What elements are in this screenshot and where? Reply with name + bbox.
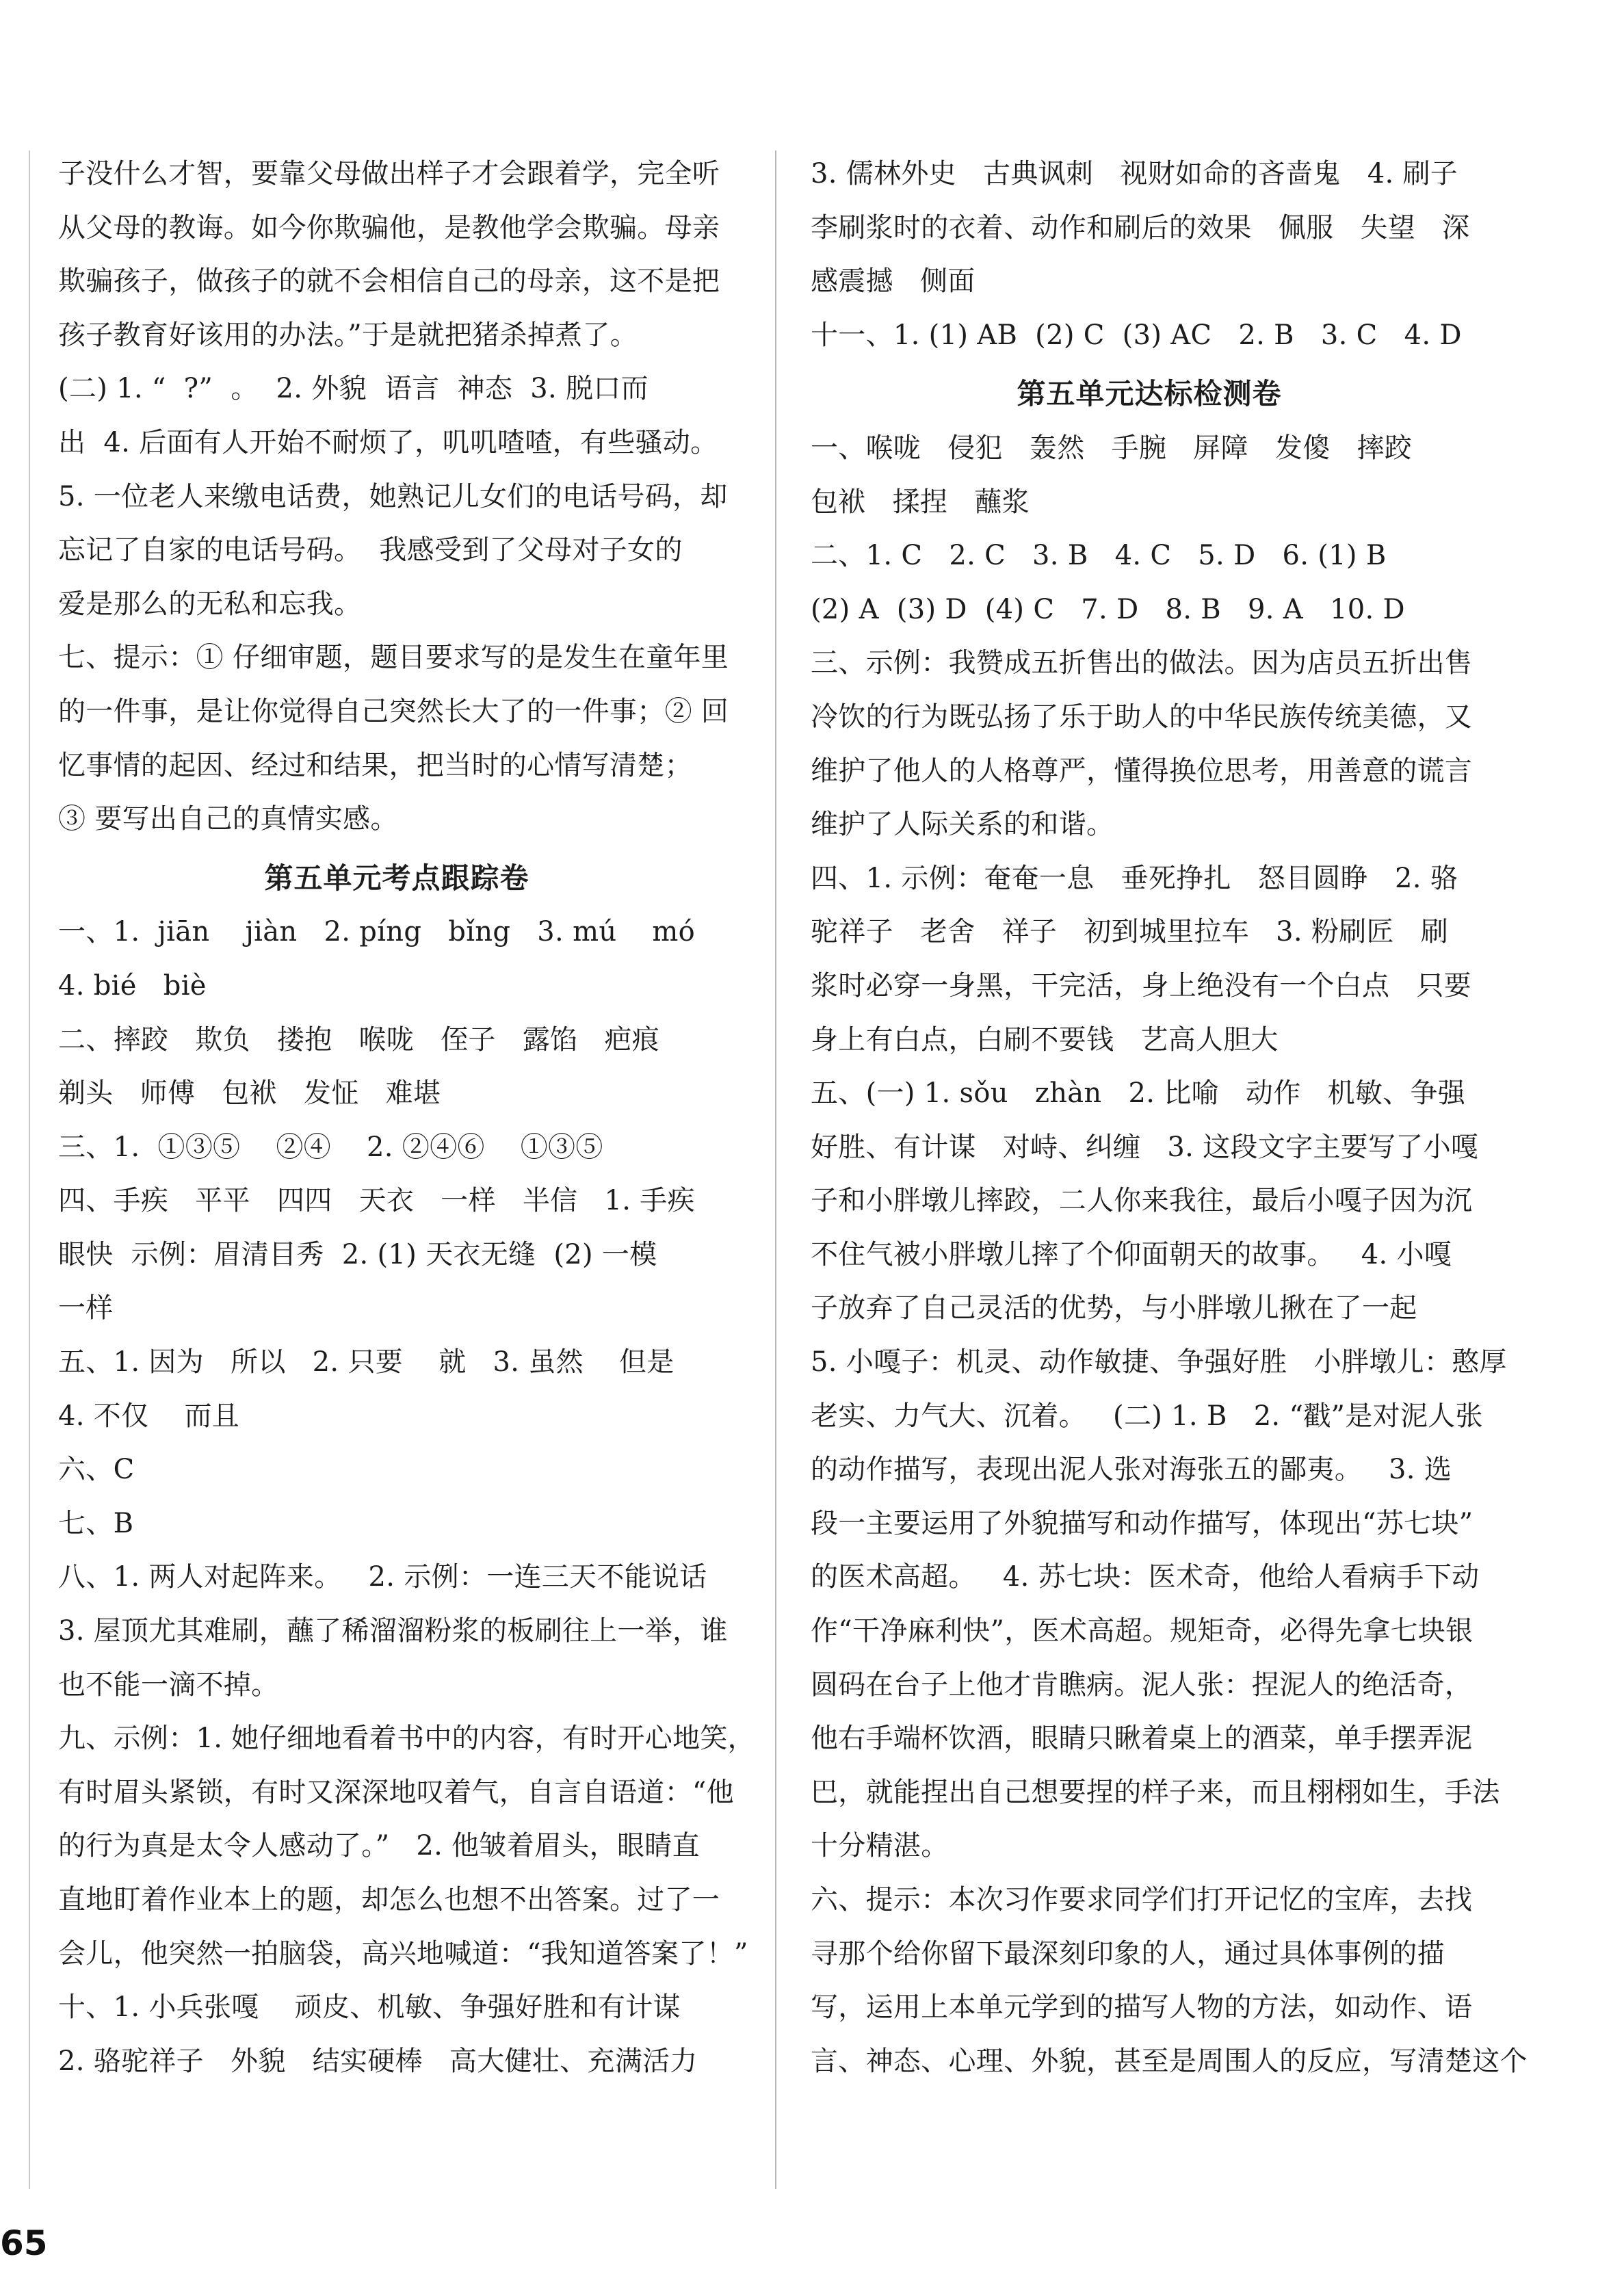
text-line: 的一件事，是让你觉得自己突然长大了的一件事；② 回 bbox=[58, 695, 729, 727]
text-line: 冷饮的行为既弘扬了乐于助人的中华民族传统美德，又 bbox=[811, 701, 1473, 733]
text-line: 老实、力气大、沉着。 (二) 1. B 2. “戳”是对泥人张 bbox=[811, 1400, 1483, 1432]
text-line: 一、1. jiān jiàn 2. píng bǐng 3. mú mó bbox=[58, 916, 696, 948]
text-line: 二、摔跤 欺负 搂抱 喉咙 侄子 露馅 疤痕 bbox=[58, 1023, 660, 1056]
text-line: 5. 一位老人来缴电话费，她熟记儿女们的电话号码，却 bbox=[58, 480, 728, 512]
text-line: 从父母的教诲。如今你欺骗他，是教他学会欺骗。母亲 bbox=[58, 211, 720, 244]
text-line: 三、1. ①③⑤ ②④ 2. ②④⑥ ①③⑤ bbox=[58, 1131, 603, 1163]
text-line: 的行为真是太令人感动了。” 2. 他皱着眉头，眼睛直 bbox=[58, 1830, 700, 1862]
text-line: 寻那个给你留下最深刻印象的人，通过具体事例的描 bbox=[811, 1937, 1445, 1970]
column-divider bbox=[775, 151, 776, 2189]
text-line: 六、C bbox=[58, 1454, 135, 1486]
right-column bbox=[811, 147, 1528, 2088]
text-line: 欺骗孩子，做孩子的就不会相信自己的母亲，这不是把 bbox=[58, 265, 720, 298]
left-column bbox=[58, 147, 755, 2088]
text-line: 的动作描写，表现出泥人张对海张五的鄙夷。 3. 选 bbox=[811, 1454, 1452, 1486]
text-line: 一、喉咙 侵犯 轰然 手腕 屏障 发傻 摔跤 bbox=[811, 432, 1413, 464]
text-line: 一样 bbox=[58, 1292, 114, 1324]
text-line: 维护了人际关系的和谐。 bbox=[811, 809, 1114, 841]
text-line: 八、1. 两人对起阵来。 2. 示例：一连三天不能说话 bbox=[58, 1561, 707, 1593]
text-line: 好胜、有计谋 对峙、纠缠 3. 这段文字主要写了小嘎 bbox=[811, 1131, 1479, 1163]
text-line: 子和小胖墩儿摔跤，二人你来我往，最后小嘎子因为沉 bbox=[811, 1185, 1473, 1217]
text-line: 4. 不仅 而且 bbox=[58, 1400, 240, 1432]
text-line: 的医术高超。 4. 苏七块：医术奇，他给人看病手下动 bbox=[811, 1561, 1480, 1593]
section-title: 第五单元考点跟踪卷 bbox=[264, 861, 529, 895]
text-line: 有时眉头紧锁，有时又深深地叹着气，自言自语道：“他 bbox=[58, 1776, 734, 1808]
text-line: 2. 骆驼祥子 外貌 结实硬棒 高大健壮、充满活力 bbox=[58, 2045, 698, 2077]
text-line: 3. 儒林外史 古典讽刺 视财如命的吝啬鬼 4. 刷子 bbox=[811, 158, 1458, 190]
text-line: 浆时必穿一身黑，干完活，身上绝没有一个白点 只要 bbox=[811, 969, 1471, 1002]
text-line: 剃头 师傅 包袱 发怔 难堪 bbox=[58, 1077, 441, 1110]
text-line: 六、提示：本次习作要求同学们打开记忆的宝库，去找 bbox=[811, 1884, 1473, 1916]
text-line: 巴，就能捏出自己想要捏的样子来，而且栩栩如生，手法 bbox=[811, 1776, 1500, 1808]
text-line: 二、1. C 2. C 3. B 4. C 5. D 6. (1) B bbox=[811, 540, 1387, 572]
text-line: (二) 1. “ ?” 。 2. 外貌 语言 神态 3. 脱口而 bbox=[58, 373, 649, 405]
text-line: 包袱 揉捏 蘸浆 bbox=[811, 486, 1030, 518]
text-line: 3. 屋顶尤其难刷，蘸了稀溜溜粉浆的板刷往上一举，谁 bbox=[58, 1615, 728, 1647]
text-line: 孩子教育好该用的办法。”于是就把猪杀掉煮了。 bbox=[58, 319, 638, 351]
text-line: 言、神态、心理、外貌，甚至是周围人的反应，写清楚这个 bbox=[811, 2045, 1528, 2077]
text-line: 圆码在台子上他才肯瞧病。泥人张：捏泥人的绝活奇， bbox=[811, 1669, 1473, 1701]
left-section-lines bbox=[58, 905, 755, 2088]
page-number: 65 bbox=[0, 2223, 48, 2263]
text-line: 四、1. 示例：奄奄一息 垂死挣扎 怒目圆睁 2. 骆 bbox=[811, 862, 1458, 894]
text-line: 出 4. 后面有人开始不耐烦了，叽叽喳喳，有些骚动。 bbox=[58, 426, 718, 458]
text-line: 三、示例：我赞成五折售出的做法。因为店员五折出售 bbox=[811, 647, 1473, 679]
text-line: 会儿，他突然一拍脑袋，高兴地喊道：“我知道答案了！” bbox=[58, 1937, 748, 1970]
text-line: 作“干净麻利快”，医术高超。规矩奇，必得先拿七块银 bbox=[811, 1615, 1474, 1647]
text-line: 他右手端杯饮酒，眼睛只瞅着桌上的酒菜，单手摆弄泥 bbox=[811, 1723, 1473, 1755]
text-line: 七、B bbox=[58, 1507, 134, 1539]
text-line: 写，运用上本单元学到的描写人物的方法，如动作、语 bbox=[811, 1991, 1473, 2024]
text-line: 4. bié biè bbox=[58, 969, 207, 1002]
left-intro-lines bbox=[58, 147, 735, 846]
text-line: 直地盯着作业本上的题，却怎么也想不出答案。过了一 bbox=[58, 1884, 720, 1916]
text-line: 驼祥子 老舍 祥子 初到城里拉车 3. 粉刷匠 刷 bbox=[811, 916, 1449, 948]
text-line: ③ 要写出自己的真情实感。 bbox=[58, 803, 398, 835]
text-line: 十一、1. (1) AB (2) C (3) AC 2. B 3. C 4. D bbox=[811, 319, 1462, 351]
text-line: 眼快 示例：眉清目秀 2. (1) 天衣无缝 (2) 一模 bbox=[58, 1238, 657, 1270]
right-intro-lines bbox=[811, 147, 1488, 362]
text-line: 感震撼 侧面 bbox=[811, 265, 975, 298]
text-line: 身上有白点，白刷不要钱 艺高人胆大 bbox=[811, 1023, 1279, 1056]
text-line: 李刷浆时的衣着、动作和刷后的效果 佩服 失望 深 bbox=[811, 211, 1470, 244]
text-line: 十、1. 小兵张嘎 顽皮、机敏、争强好胜和有计谋 bbox=[58, 1991, 681, 2024]
text-line: 九、示例：1. 她仔细地看着书中的内容，有时开心地笑， bbox=[58, 1723, 755, 1755]
page-edge-line bbox=[29, 151, 30, 2189]
text-line: 段一主要运用了外貌描写和动作描写，体现出“苏七块” bbox=[811, 1507, 1474, 1539]
right-section-lines bbox=[811, 421, 1528, 2088]
text-line: 忘记了自家的电话号码。 我感受到了父母对子女的 bbox=[58, 534, 683, 566]
text-line: 七、提示：① 仔细审题，题目要求写的是发生在童年里 bbox=[58, 642, 729, 674]
text-line: 5. 小嘎子：机灵、动作敏捷、争强好胜 小胖墩儿：憨厚 bbox=[811, 1346, 1507, 1378]
text-line: 五、1. 因为 所以 2. 只要 就 3. 虽然 但是 bbox=[58, 1346, 675, 1378]
text-line: 维护了他人的人格尊严，懂得换位思考，用善意的谎言 bbox=[811, 755, 1473, 787]
text-line: 忆事情的起因、经过和结果，把当时的心情写清楚； bbox=[58, 749, 692, 781]
text-line: 不住气被小胖墩儿摔了个仰面朝天的故事。 4. 小嘎 bbox=[811, 1238, 1452, 1270]
text-line: (2) A (3) D (4) C 7. D 8. B 9. A 10. D bbox=[811, 593, 1405, 625]
text-line: 子没什么才智，要靠父母做出样子才会跟着学，完全听 bbox=[58, 158, 720, 190]
text-line: 也不能一滴不掉。 bbox=[58, 1669, 279, 1701]
text-line: 四、手疾 平平 四四 天衣 一样 半信 1. 手疾 bbox=[58, 1185, 695, 1217]
text-line: 五、(一) 1. sǒu zhàn 2. 比喻 动作 机敏、争强 bbox=[811, 1077, 1466, 1110]
text-line: 爱是那么的无私和忘我。 bbox=[58, 588, 362, 620]
text-line: 十分精湛。 bbox=[811, 1830, 949, 1862]
section-title: 第五单元达标检测卷 bbox=[1017, 377, 1282, 411]
text-line: 子放弃了自己灵活的优势，与小胖墩儿揪在了一起 bbox=[811, 1292, 1417, 1324]
